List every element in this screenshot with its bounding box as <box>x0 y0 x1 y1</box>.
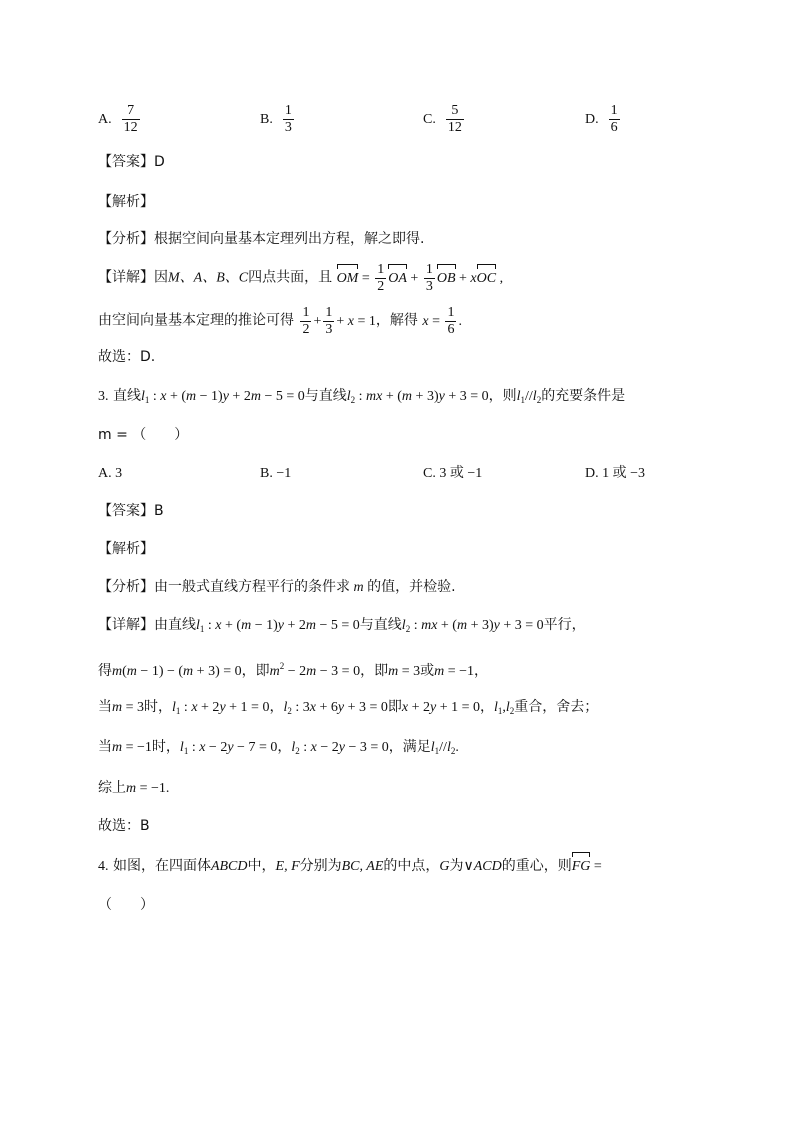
q4-stem-line1: 4. 如图，在四面体ABCD中，E, F分别为BC, AE的中点，G为∨ACD的重心，则FG = <box>98 856 602 877</box>
q3-guxuan: 故选：B <box>98 818 150 834</box>
q3-summary: 综上m = −1. <box>98 780 170 796</box>
q3-option-a[interactable]: A. 3 <box>98 466 123 481</box>
q2-xiangjie-line1: 【详解】因M、A、B、C四点共面，且 OM = $\frac{1}{2}$ OA + $\frac{1}{3}$ OB + xOC , <box>98 262 504 294</box>
q3-option-d[interactable]: D. 1 或 −3 <box>585 466 646 481</box>
fraction: $\frac{1}{3}$ <box>284 103 292 135</box>
q2-option-c[interactable]: C. $\frac{5}{12}$ <box>423 103 462 135</box>
q3-xiangjie-line2: 得m(m − 1) − (m + 3) = 0，即$m^2 - 2m - 3 = 0$，即m = 3或m = −1， <box>98 661 489 679</box>
q3-option-b[interactable]: B. −1 <box>260 466 292 481</box>
q4-paren: （ ） <box>98 897 154 913</box>
q3-analysis-heading: 【解析】 <box>98 541 154 557</box>
q2-analysis-heading: 【解析】 <box>98 194 154 210</box>
q2-fenxi: 【分析】根据空间向量基本定理列出方程，解之即得. <box>98 231 425 247</box>
q3-xiangjie-line4: 当m = −1时，$l_1$ : x − 2y − 7 = 0，$l_2$ : x − 2y − 3 = 0，满足$l_1//l_2$. <box>98 739 459 756</box>
q2-guxuan: 故选：D. <box>98 349 156 365</box>
fraction: $\frac{5}{12}$ <box>447 103 462 135</box>
q3-option-c[interactable]: C. 3 或 −1 <box>423 466 483 481</box>
q3-answer: 【答案】B <box>98 503 164 519</box>
q3-xiangjie-line3: 当m = 3时，$l_1$ : x + 2y + 1 = 0，$l_2$ : 3x + 6y + 3 = 0即x + 2y + 1 = 0，$l_1,l_2$重合，舍去； <box>98 699 599 716</box>
q3-fenxi: 【分析】由一般式直线方程平行的条件求 m 的值，并检验. <box>98 579 456 595</box>
fraction: $\frac{1}{6}$ <box>610 103 618 135</box>
q3-stem-line1: 3. 直线$l_1$ : x + (m − 1)y + 2m − 5 = 0与直线$l_2$ : mx + (m + 3)y + 3 = 0，则$l_1//l_2$的充要条件是 <box>98 388 626 405</box>
q3-xiangjie-line1: 【详解】由直线$l_1$ : x + (m − 1)y + 2m − 5 = 0与直线$l_2$ : mx + (m + 3)y + 3 = 0平行， <box>98 617 586 634</box>
q2-option-a[interactable]: A. $\frac{7}{12}$ <box>98 103 138 135</box>
q2-option-d[interactable]: D. $\frac{1}{6}$ <box>585 103 618 135</box>
vector-equation: OM = $\frac{1}{2}$ OA + $\frac{1}{3}$ OB + xOC , <box>336 262 504 294</box>
q2-option-b[interactable]: B. $\frac{1}{3}$ <box>260 103 292 135</box>
fraction: $\frac{7}{12}$ <box>123 103 138 135</box>
q3-stem-line2: m = （ ） <box>98 427 189 443</box>
q2-answer: 【答案】D <box>98 154 165 170</box>
q2-xiangjie-line2: 由空间向量基本定理的推论可得 $\frac{1}{2}$ + $\frac{1}{3}$ + x = 1，解得 x = $\frac{1}{6}$ . <box>98 305 462 337</box>
